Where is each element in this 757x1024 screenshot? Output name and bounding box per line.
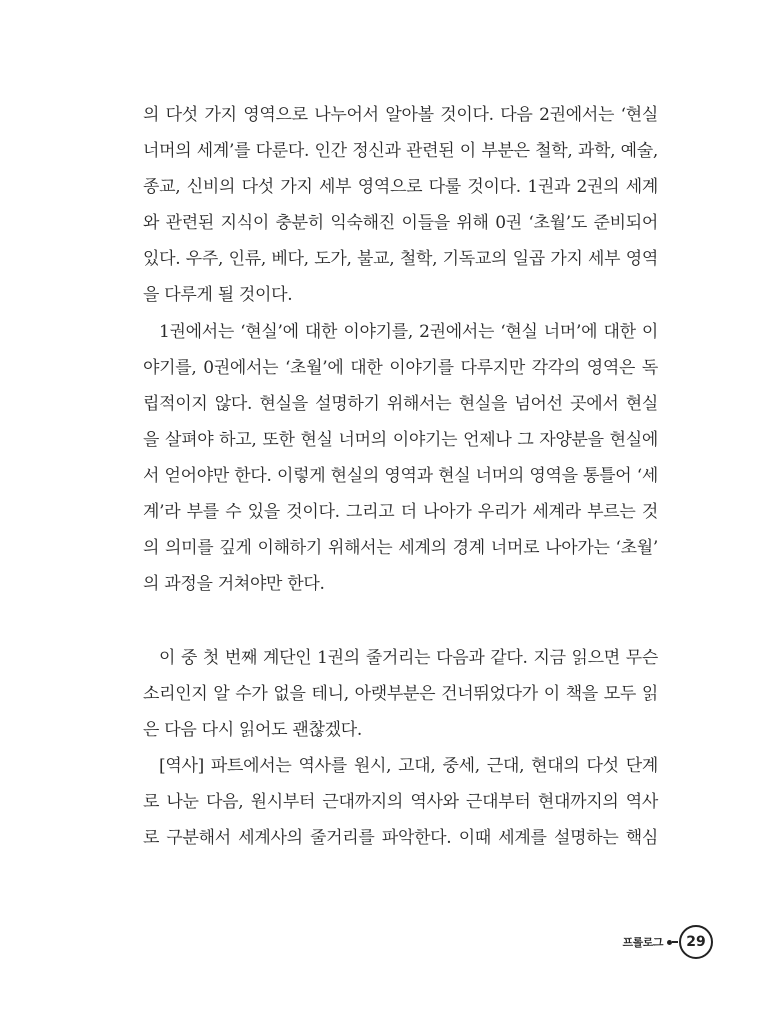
text-line: 야기를, 0권에서는 ‘초월’에 대한 이야기를 다루지만 각각의 영역은 독 <box>143 357 658 378</box>
text-line: 로 구분해서 세계사의 줄거리를 파악한다. 이때 세계를 설명하는 핵심 <box>143 828 658 849</box>
text-line: 로 나눈 다음, 원시부터 근대까지의 역사와 근대부터 현대까지의 역사 <box>143 792 658 813</box>
text-line: 을 다루게 될 것이다. <box>143 285 293 306</box>
text-line: 계’라 부를 수 있을 것이다. 그리고 더 나아가 우리가 세계라 부르는 것 <box>143 502 658 523</box>
page-number: 29 <box>679 925 713 959</box>
text-line: 소리인지 알 수가 없을 테니, 아랫부분은 건너뛰었다가 이 책을 모두 읽 <box>143 684 658 705</box>
text-line: 을 살펴야 하고, 또한 현실 너머의 이야기는 언제나 그 자양분을 현실에 <box>143 429 658 450</box>
text-line: 너머의 세계’를 다룬다. 인간 정신과 관련된 이 부분은 철학, 과학, 예술, <box>143 141 658 162</box>
text-line: 와 관련된 지식이 충분히 익숙해진 이들을 위해 0권 ‘초월’도 준비되어 <box>143 213 658 234</box>
text-line: 의 다섯 가지 영역으로 나누어서 알아볼 것이다. 다음 2권에서는 ‘현실 <box>143 105 658 125</box>
paragraph-block-1 <box>143 97 658 602</box>
text-line: 1권에서는 ‘현실’에 대한 이야기를, 2권에서는 ‘현실 너머’에 대한 이 <box>159 321 658 342</box>
text-line: 이 중 첫 번째 계단인 1권의 줄거리는 다음과 같다. 지금 읽으면 무슨 <box>159 648 658 668</box>
text-line: 의 의미를 깊게 이해하기 위해서는 세계의 경계 너머로 나아가는 ‘초월’ <box>143 538 658 559</box>
footer-connector-icon <box>672 941 678 943</box>
page-footer <box>622 922 713 962</box>
text-line: 립적이지 않다. 현실을 설명하기 위해서는 현실을 넘어선 곳에서 현실 <box>143 393 658 414</box>
text-line: 의 과정을 거쳐야만 한다. <box>143 574 325 595</box>
text-line: 종교, 신비의 다섯 가지 세부 영역으로 다룰 것이다. 1권과 2권의 세계 <box>143 177 658 198</box>
text-line: 은 다음 다시 읽어도 괜찮겠다. <box>143 720 362 741</box>
text-line: [역사] 파트에서는 역사를 원시, 고대, 중세, 근대, 현대의 다섯 단계 <box>159 756 658 777</box>
text-line: 있다. 우주, 인류, 베다, 도가, 불교, 철학, 기독교의 일곱 가지 세부 영역 <box>143 249 658 270</box>
text-line: 서 얻어야만 한다. 이렇게 현실의 영역과 현실 너머의 영역을 통틀어 ‘세 <box>143 465 658 486</box>
paragraph-block-2 <box>143 640 658 857</box>
section-label: 프롤로그 <box>622 936 663 949</box>
